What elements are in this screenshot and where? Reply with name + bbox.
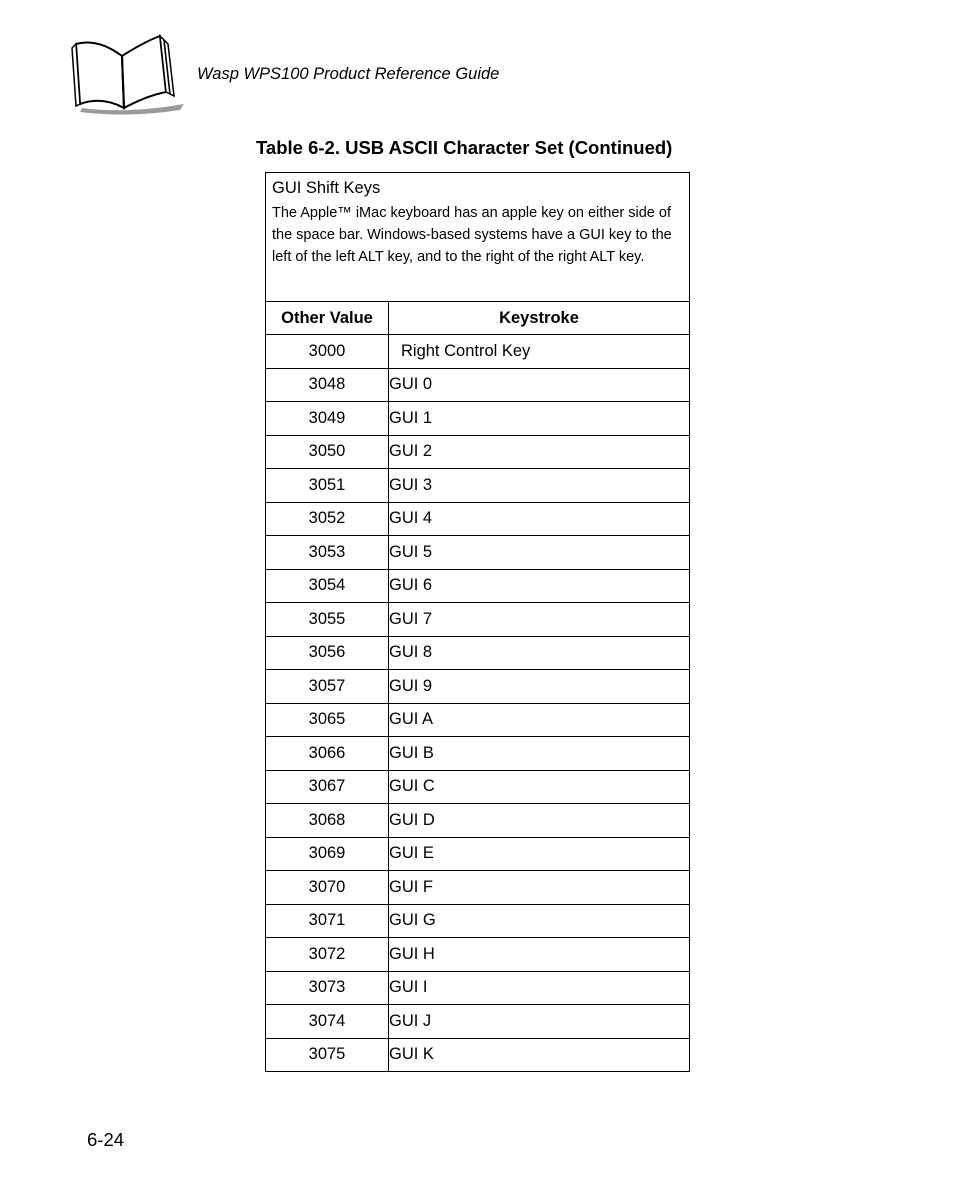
keystroke-cell: GUI 7 <box>389 603 690 637</box>
column-header-keystroke: Keystroke <box>389 302 690 335</box>
other-value-cell: 3074 <box>266 1005 389 1039</box>
keystroke-cell: GUI F <box>389 871 690 905</box>
keystroke-cell: GUI I <box>389 971 690 1005</box>
other-value-cell: 3054 <box>266 569 389 603</box>
other-value-cell: 3073 <box>266 971 389 1005</box>
keystroke-cell: GUI 4 <box>389 502 690 536</box>
other-value-cell: 3068 <box>266 804 389 838</box>
table-row <box>266 770 690 804</box>
table-row <box>266 603 690 637</box>
table-row <box>266 402 690 436</box>
keystroke-cell: Right Control Key <box>389 335 690 369</box>
keystroke-cell: GUI A <box>389 703 690 737</box>
table-row <box>266 335 690 369</box>
book-icon <box>68 34 188 116</box>
table-row <box>266 502 690 536</box>
other-value-cell: 3052 <box>266 502 389 536</box>
keystroke-cell: GUI 3 <box>389 469 690 503</box>
page-number: 6-24 <box>87 1129 125 1150</box>
table-row <box>266 737 690 771</box>
table-row <box>266 837 690 871</box>
other-value-cell: 3075 <box>266 1038 389 1072</box>
table-caption: Table 6-2. USB ASCII Character Set (Continued) <box>256 137 673 158</box>
keystroke-cell: GUI 2 <box>389 435 690 469</box>
table-row <box>266 938 690 972</box>
table-row <box>266 670 690 704</box>
other-value-cell: 3056 <box>266 636 389 670</box>
note-text: The Apple™ iMac keyboard has an apple key on either side of the space bar. Windows-based systems have a GUI key to the left of the left ALT key, and to the right of the right ALT key. <box>272 205 672 265</box>
other-value-cell: 3049 <box>266 402 389 436</box>
keystroke-cell: GUI 1 <box>389 402 690 436</box>
keystroke-cell: GUI 8 <box>389 636 690 670</box>
other-value-cell: 3048 <box>266 368 389 402</box>
table-row <box>266 971 690 1005</box>
other-value-cell: 3000 <box>266 335 389 369</box>
table-note-row <box>266 173 690 302</box>
other-value-cell: 3066 <box>266 737 389 771</box>
other-value-cell: 3053 <box>266 536 389 570</box>
keystroke-cell: GUI H <box>389 938 690 972</box>
table-row <box>266 871 690 905</box>
keystroke-cell: GUI C <box>389 770 690 804</box>
table-row <box>266 804 690 838</box>
note-title: GUI Shift Keys <box>272 179 381 197</box>
usb-ascii-table <box>265 172 690 1072</box>
table-row <box>266 435 690 469</box>
running-header-title: Wasp WPS100 Product Reference Guide <box>197 65 500 83</box>
other-value-cell: 3071 <box>266 904 389 938</box>
table-row <box>266 368 690 402</box>
table-header-row <box>266 302 690 335</box>
other-value-cell: 3067 <box>266 770 389 804</box>
keystroke-cell: GUI 0 <box>389 368 690 402</box>
keystroke-cell: GUI 5 <box>389 536 690 570</box>
other-value-cell: 3069 <box>266 837 389 871</box>
other-value-cell: 3050 <box>266 435 389 469</box>
table-row <box>266 636 690 670</box>
keystroke-cell: GUI B <box>389 737 690 771</box>
table-row <box>266 1038 690 1072</box>
other-value-cell: 3072 <box>266 938 389 972</box>
keystroke-cell: GUI D <box>389 804 690 838</box>
table-row <box>266 536 690 570</box>
table-row <box>266 1005 690 1039</box>
keystroke-cell: GUI E <box>389 837 690 871</box>
other-value-cell: 3051 <box>266 469 389 503</box>
other-value-cell: 3057 <box>266 670 389 704</box>
table-row <box>266 569 690 603</box>
keystroke-cell: GUI 9 <box>389 670 690 704</box>
table-note <box>266 173 690 302</box>
table-row <box>266 469 690 503</box>
other-value-cell: 3070 <box>266 871 389 905</box>
keystroke-cell: GUI 6 <box>389 569 690 603</box>
other-value-cell: 3065 <box>266 703 389 737</box>
table-row <box>266 703 690 737</box>
other-value-cell: 3055 <box>266 603 389 637</box>
keystroke-cell: GUI G <box>389 904 690 938</box>
keystroke-cell: GUI K <box>389 1038 690 1072</box>
keystroke-cell: GUI J <box>389 1005 690 1039</box>
table-row <box>266 904 690 938</box>
column-header-other-value: Other Value <box>266 302 389 335</box>
